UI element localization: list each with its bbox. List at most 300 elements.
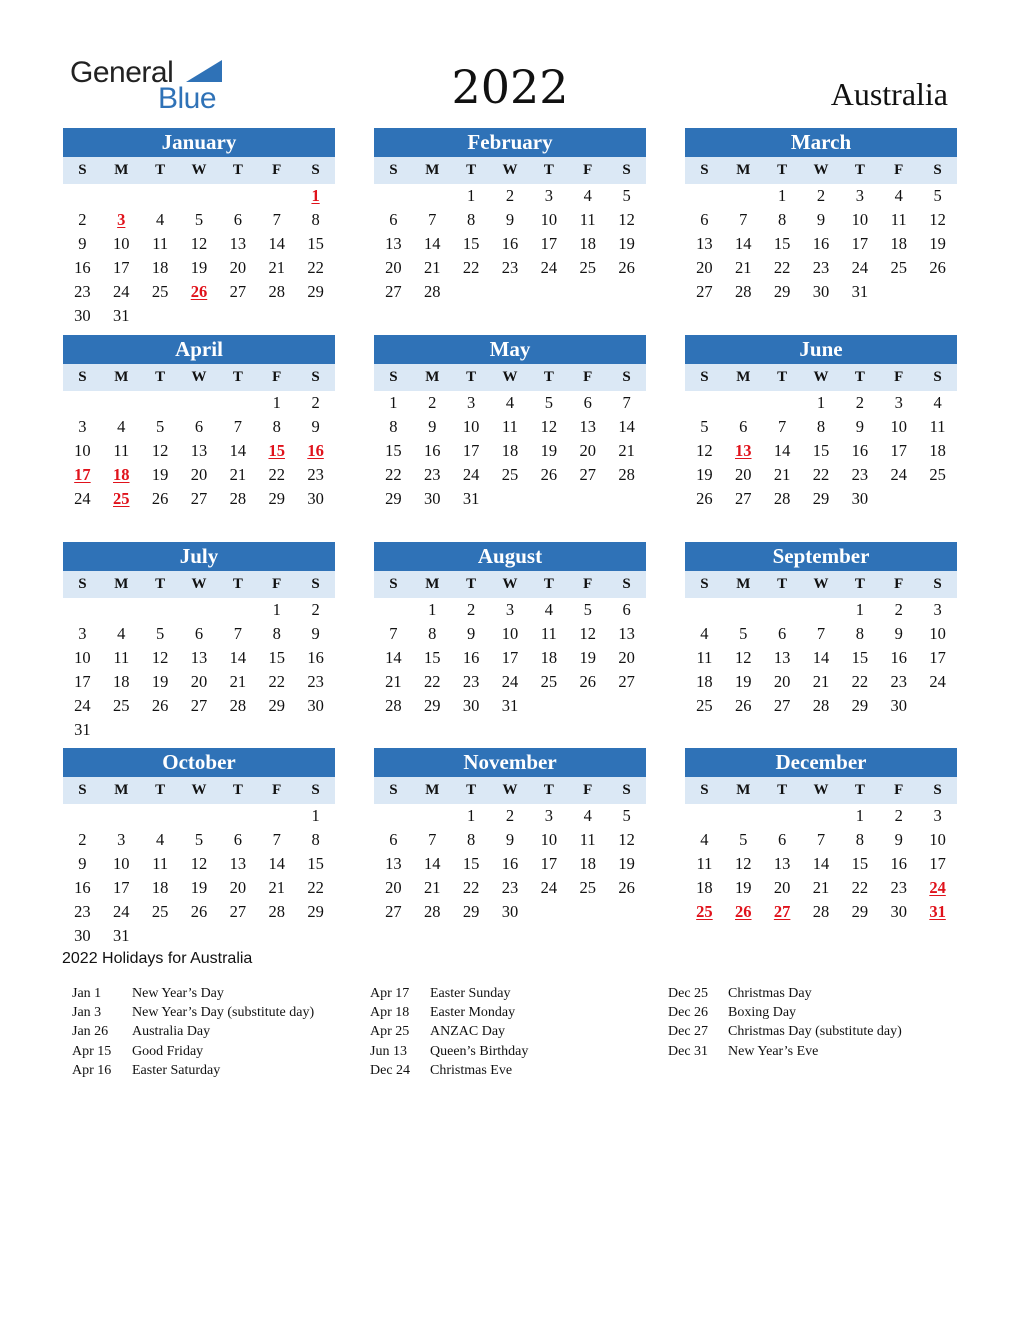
day-cell: 18 bbox=[540, 648, 558, 667]
holiday-row bbox=[370, 1003, 670, 1022]
holiday-date: Apr 25 bbox=[370, 1024, 410, 1040]
holiday-name: Easter Monday bbox=[430, 1005, 516, 1021]
day-cell: 26 bbox=[579, 672, 596, 691]
day-cell: 4 bbox=[894, 186, 903, 205]
day-cell: 30 bbox=[851, 489, 869, 508]
day-cell: 27 bbox=[385, 282, 402, 301]
weekday-label: T bbox=[854, 782, 865, 798]
weekday-label: S bbox=[311, 162, 320, 178]
empty-day-cell bbox=[685, 598, 724, 622]
holiday-date: Jan 26 bbox=[72, 1024, 109, 1040]
day-cell: 28 bbox=[385, 696, 402, 715]
day-cell: 3 bbox=[78, 417, 87, 436]
day-cell: 11 bbox=[890, 210, 907, 229]
empty-day-cell bbox=[141, 184, 180, 208]
day-cell: 3 bbox=[894, 393, 903, 412]
holiday-day-cell: 24 bbox=[929, 878, 946, 897]
day-cell: 5 bbox=[622, 806, 631, 825]
day-cell: 4 bbox=[505, 393, 515, 412]
holiday-name: Easter Sunday bbox=[430, 986, 511, 1001]
weekday-label: F bbox=[583, 369, 593, 385]
month-march bbox=[685, 128, 957, 304]
day-cell: 31 bbox=[74, 720, 91, 739]
day-cell: 7 bbox=[428, 210, 437, 229]
day-cell: 9 bbox=[816, 210, 826, 229]
weekday-label: M bbox=[736, 576, 751, 592]
weekday-label: S bbox=[311, 576, 320, 592]
holiday-day-cell: 25 bbox=[113, 489, 130, 508]
empty-day-cell bbox=[180, 804, 219, 828]
day-cell: 19 bbox=[929, 234, 946, 253]
weekday-label: S bbox=[389, 369, 398, 385]
empty-day-cell bbox=[102, 598, 141, 622]
day-cell: 20 bbox=[190, 672, 208, 691]
calendar-country: Australia bbox=[830, 76, 948, 112]
day-cell: 18 bbox=[696, 878, 713, 897]
calendar-year: 2022 bbox=[451, 60, 569, 114]
holiday-name: Australia Day bbox=[132, 1024, 211, 1040]
empty-day-cell bbox=[180, 391, 219, 415]
empty-day-cell bbox=[257, 184, 296, 208]
weekday-label: F bbox=[894, 369, 904, 385]
empty-day-cell bbox=[257, 804, 296, 828]
day-cell: 8 bbox=[467, 830, 476, 849]
holiday-day-cell: 17 bbox=[74, 465, 91, 484]
day-cell: 18 bbox=[113, 672, 130, 691]
day-cell: 25 bbox=[540, 672, 558, 691]
day-cell: 25 bbox=[113, 696, 130, 715]
day-cell: 19 bbox=[696, 465, 713, 484]
weekday-header-row bbox=[63, 777, 335, 804]
day-cell: 29 bbox=[812, 489, 830, 508]
month-header: January bbox=[63, 128, 335, 157]
holiday-row bbox=[668, 984, 968, 1003]
day-cell: 12 bbox=[579, 624, 596, 643]
month-header: March bbox=[685, 128, 957, 157]
day-cell: 13 bbox=[773, 648, 791, 667]
day-cell: 2 bbox=[894, 806, 903, 825]
empty-day-cell bbox=[63, 598, 102, 622]
day-cell: 22 bbox=[851, 672, 869, 691]
month-header: December bbox=[685, 748, 957, 777]
day-cell: 23 bbox=[74, 902, 91, 921]
day-cell: 11 bbox=[502, 417, 518, 436]
day-cell: 1 bbox=[311, 806, 320, 825]
empty-day-cell bbox=[63, 804, 102, 828]
day-cell: 6 bbox=[194, 417, 204, 436]
holiday-row bbox=[668, 1042, 968, 1061]
holiday-day-cell: 3 bbox=[117, 210, 126, 229]
holiday-row bbox=[72, 1042, 372, 1061]
day-cell: 23 bbox=[812, 258, 830, 277]
day-grid bbox=[374, 598, 646, 718]
day-cell: 21 bbox=[385, 672, 402, 691]
holiday-day-cell: 16 bbox=[307, 441, 324, 460]
day-cell: 11 bbox=[696, 648, 713, 667]
holiday-name: Boxing Day bbox=[728, 1005, 797, 1021]
empty-day-cell bbox=[374, 804, 413, 828]
holiday-row bbox=[370, 984, 670, 1003]
weekday-label: F bbox=[272, 576, 282, 592]
day-cell: 13 bbox=[696, 234, 713, 253]
day-cell: 20 bbox=[190, 465, 208, 484]
empty-day-cell bbox=[102, 804, 141, 828]
day-grid bbox=[685, 184, 957, 304]
holiday-row bbox=[370, 1061, 670, 1080]
month-header: September bbox=[685, 542, 957, 571]
day-cell: 10 bbox=[540, 830, 558, 849]
holiday-day-cell: 31 bbox=[929, 902, 946, 921]
empty-day-cell bbox=[218, 184, 257, 208]
day-cell: 30 bbox=[462, 696, 480, 715]
weekday-label: S bbox=[78, 782, 87, 798]
day-cell: 2 bbox=[311, 600, 320, 619]
weekday-label: F bbox=[272, 369, 282, 385]
weekday-label: M bbox=[114, 162, 129, 178]
holiday-day-cell: 1 bbox=[311, 186, 320, 205]
day-cell: 27 bbox=[385, 902, 402, 921]
day-cell: 6 bbox=[389, 830, 398, 849]
weekday-header-row bbox=[685, 364, 957, 391]
day-cell: 17 bbox=[113, 258, 130, 277]
day-grid bbox=[63, 184, 335, 328]
day-cell: 26 bbox=[190, 902, 208, 921]
day-cell: 19 bbox=[579, 648, 596, 667]
empty-day-cell bbox=[218, 391, 257, 415]
empty-day-cell bbox=[141, 391, 180, 415]
day-cell: 15 bbox=[385, 441, 402, 460]
day-cell: 23 bbox=[307, 465, 324, 484]
weekday-header-row bbox=[374, 157, 646, 184]
day-cell: 31 bbox=[113, 306, 130, 325]
weekday-label: T bbox=[155, 162, 166, 178]
day-cell: 30 bbox=[74, 926, 91, 945]
empty-day-cell bbox=[413, 184, 452, 208]
day-cell: 10 bbox=[929, 830, 946, 849]
month-november bbox=[374, 748, 646, 924]
day-cell: 16 bbox=[501, 854, 519, 873]
day-cell: 29 bbox=[851, 696, 869, 715]
holiday-date: Apr 16 bbox=[72, 1062, 112, 1078]
day-cell: 11 bbox=[113, 648, 130, 667]
day-cell: 12 bbox=[190, 854, 208, 873]
day-cell: 15 bbox=[851, 854, 869, 873]
weekday-label: S bbox=[933, 576, 942, 592]
day-cell: 1 bbox=[428, 600, 437, 619]
day-cell: 29 bbox=[307, 282, 324, 301]
day-cell: 28 bbox=[812, 902, 830, 921]
weekday-header-row bbox=[685, 777, 957, 804]
day-cell: 10 bbox=[540, 210, 558, 229]
day-cell: 20 bbox=[385, 258, 402, 277]
day-cell: 7 bbox=[389, 624, 398, 643]
weekday-label: W bbox=[502, 782, 518, 798]
day-cell: 2 bbox=[855, 393, 864, 412]
holiday-row bbox=[72, 984, 372, 1003]
day-cell: 1 bbox=[855, 600, 864, 619]
day-cell: 4 bbox=[933, 393, 942, 412]
holiday-name: ANZAC Day bbox=[430, 1024, 506, 1040]
weekday-label: W bbox=[813, 369, 829, 385]
day-cell: 10 bbox=[113, 234, 130, 253]
holidays-column bbox=[668, 984, 968, 1061]
day-cell: 23 bbox=[424, 465, 441, 484]
weekday-label: M bbox=[114, 369, 129, 385]
day-grid bbox=[685, 391, 957, 511]
weekday-label: T bbox=[777, 576, 788, 592]
holiday-name: New Year’s Eve bbox=[728, 1043, 819, 1059]
day-cell: 23 bbox=[890, 672, 907, 691]
day-cell: 28 bbox=[812, 696, 830, 715]
day-cell: 28 bbox=[773, 489, 791, 508]
day-cell: 11 bbox=[540, 624, 557, 643]
day-cell: 19 bbox=[735, 672, 752, 691]
holiday-name: New Year’s Day (substitute day) bbox=[132, 1005, 315, 1021]
day-cell: 31 bbox=[851, 282, 869, 301]
generalblue-logo bbox=[70, 56, 230, 115]
day-cell: 23 bbox=[74, 282, 91, 301]
weekday-label: T bbox=[777, 782, 788, 798]
day-cell: 23 bbox=[501, 258, 519, 277]
day-cell: 11 bbox=[152, 854, 169, 873]
day-cell: 27 bbox=[190, 696, 208, 715]
weekday-label: S bbox=[622, 576, 631, 592]
day-cell: 2 bbox=[505, 806, 515, 825]
holiday-row bbox=[72, 1022, 372, 1041]
month-header: October bbox=[63, 748, 335, 777]
day-cell: 10 bbox=[851, 210, 869, 229]
day-cell: 1 bbox=[389, 393, 398, 412]
month-header: April bbox=[63, 335, 335, 364]
day-grid bbox=[63, 598, 335, 742]
day-cell: 27 bbox=[229, 902, 247, 921]
day-cell: 13 bbox=[579, 417, 596, 436]
day-cell: 25 bbox=[579, 878, 596, 897]
day-cell: 29 bbox=[773, 282, 791, 301]
day-cell: 8 bbox=[816, 417, 826, 436]
day-cell: 19 bbox=[151, 672, 169, 691]
day-cell: 21 bbox=[268, 258, 285, 277]
day-cell: 7 bbox=[233, 624, 242, 643]
weekday-label: F bbox=[272, 162, 282, 178]
day-cell: 28 bbox=[229, 696, 247, 715]
day-cell: 9 bbox=[505, 830, 515, 849]
weekday-label: S bbox=[311, 782, 320, 798]
month-april bbox=[63, 335, 335, 511]
day-cell: 2 bbox=[467, 600, 476, 619]
day-cell: 13 bbox=[773, 854, 791, 873]
weekday-label: S bbox=[700, 576, 709, 592]
day-cell: 26 bbox=[618, 258, 635, 277]
logo-text-blue: Blue bbox=[158, 82, 217, 115]
empty-day-cell bbox=[218, 598, 257, 622]
day-cell: 3 bbox=[933, 806, 942, 825]
day-cell: 22 bbox=[307, 258, 324, 277]
day-cell: 3 bbox=[855, 186, 864, 205]
day-cell: 2 bbox=[78, 830, 87, 849]
day-cell: 8 bbox=[272, 624, 281, 643]
day-cell: 22 bbox=[462, 258, 480, 277]
day-cell: 4 bbox=[583, 186, 592, 205]
empty-day-cell bbox=[141, 598, 180, 622]
day-cell: 14 bbox=[735, 234, 752, 253]
empty-day-cell bbox=[141, 804, 180, 828]
holiday-date: Dec 24 bbox=[370, 1062, 411, 1078]
holiday-date: Jan 3 bbox=[72, 1005, 102, 1021]
day-cell: 22 bbox=[385, 465, 402, 484]
day-cell: 27 bbox=[229, 282, 247, 301]
day-cell: 13 bbox=[385, 234, 402, 253]
day-cell: 7 bbox=[272, 210, 281, 229]
day-cell: 19 bbox=[190, 258, 208, 277]
day-cell: 12 bbox=[929, 210, 946, 229]
holiday-date: Dec 27 bbox=[668, 1024, 709, 1040]
day-cell: 17 bbox=[540, 234, 558, 253]
day-cell: 26 bbox=[151, 489, 169, 508]
day-cell: 1 bbox=[816, 393, 826, 412]
day-cell: 5 bbox=[544, 393, 553, 412]
day-cell: 8 bbox=[855, 830, 864, 849]
holiday-name: New Year’s Day bbox=[132, 986, 224, 1001]
empty-day-cell bbox=[802, 598, 841, 622]
day-cell: 7 bbox=[428, 830, 437, 849]
holidays-title: 2022 Holidays for Australia bbox=[62, 950, 253, 967]
day-cell: 26 bbox=[151, 696, 169, 715]
day-cell: 10 bbox=[890, 417, 907, 436]
day-cell: 6 bbox=[700, 210, 709, 229]
weekday-label: T bbox=[232, 782, 243, 798]
weekday-label: T bbox=[466, 782, 477, 798]
month-june bbox=[685, 335, 957, 511]
day-cell: 8 bbox=[389, 417, 398, 436]
day-cell: 15 bbox=[773, 234, 791, 253]
day-cell: 6 bbox=[739, 417, 748, 436]
day-cell: 15 bbox=[268, 648, 285, 667]
day-cell: 29 bbox=[307, 902, 324, 921]
day-cell: 12 bbox=[618, 830, 635, 849]
day-cell: 19 bbox=[618, 854, 635, 873]
weekday-label: T bbox=[543, 782, 554, 798]
weekday-label: W bbox=[502, 576, 518, 592]
day-cell: 16 bbox=[851, 441, 869, 460]
day-cell: 26 bbox=[696, 489, 713, 508]
day-cell: 24 bbox=[462, 465, 480, 484]
day-cell: 19 bbox=[735, 878, 752, 897]
day-cell: 10 bbox=[74, 441, 91, 460]
weekday-label: S bbox=[933, 782, 942, 798]
weekday-label: T bbox=[854, 369, 865, 385]
day-cell: 26 bbox=[618, 878, 635, 897]
day-cell: 12 bbox=[696, 441, 713, 460]
weekday-label: M bbox=[114, 576, 129, 592]
day-cell: 9 bbox=[428, 417, 437, 436]
holiday-row bbox=[370, 1042, 670, 1061]
day-cell: 13 bbox=[190, 441, 208, 460]
holiday-name: Easter Saturday bbox=[132, 1062, 221, 1078]
day-cell: 14 bbox=[773, 441, 791, 460]
day-cell: 12 bbox=[735, 648, 752, 667]
day-cell: 5 bbox=[156, 417, 165, 436]
day-cell: 22 bbox=[268, 672, 285, 691]
day-cell: 21 bbox=[424, 878, 441, 897]
day-cell: 30 bbox=[307, 696, 324, 715]
weekday-label: M bbox=[736, 782, 751, 798]
day-cell: 3 bbox=[78, 624, 87, 643]
day-cell: 6 bbox=[194, 624, 204, 643]
day-cell: 18 bbox=[929, 441, 946, 460]
day-cell: 1 bbox=[778, 186, 787, 205]
weekday-label: S bbox=[389, 576, 398, 592]
day-cell: 24 bbox=[890, 465, 907, 484]
day-cell: 20 bbox=[229, 258, 247, 277]
day-cell: 9 bbox=[467, 624, 476, 643]
day-cell: 24 bbox=[851, 258, 869, 277]
day-cell: 24 bbox=[501, 672, 519, 691]
day-cell: 27 bbox=[579, 465, 596, 484]
weekday-label: W bbox=[813, 782, 829, 798]
weekday-label: S bbox=[622, 369, 631, 385]
day-cell: 3 bbox=[544, 186, 553, 205]
month-header: June bbox=[685, 335, 957, 364]
empty-day-cell bbox=[180, 184, 219, 208]
day-cell: 14 bbox=[385, 648, 402, 667]
weekday-label: F bbox=[894, 576, 904, 592]
day-cell: 25 bbox=[501, 465, 519, 484]
day-cell: 9 bbox=[855, 417, 864, 436]
day-cell: 31 bbox=[501, 696, 519, 715]
day-cell: 23 bbox=[501, 878, 519, 897]
day-cell: 18 bbox=[696, 672, 713, 691]
day-cell: 14 bbox=[229, 648, 247, 667]
day-cell: 4 bbox=[156, 210, 165, 229]
day-cell: 2 bbox=[311, 393, 320, 412]
day-cell: 21 bbox=[229, 672, 247, 691]
day-cell: 25 bbox=[579, 258, 596, 277]
day-grid bbox=[685, 804, 957, 924]
day-cell: 13 bbox=[229, 854, 247, 873]
day-cell: 24 bbox=[540, 258, 558, 277]
day-cell: 29 bbox=[385, 489, 402, 508]
day-cell: 7 bbox=[739, 210, 748, 229]
day-cell: 1 bbox=[467, 186, 476, 205]
day-cell: 25 bbox=[929, 465, 946, 484]
day-cell: 27 bbox=[190, 489, 208, 508]
day-cell: 22 bbox=[424, 672, 441, 691]
weekday-label: M bbox=[425, 576, 440, 592]
day-cell: 21 bbox=[424, 258, 441, 277]
day-cell: 17 bbox=[540, 854, 558, 873]
day-cell: 7 bbox=[233, 417, 242, 436]
day-cell: 30 bbox=[812, 282, 830, 301]
holiday-date: Jan 1 bbox=[72, 986, 102, 1001]
day-grid bbox=[63, 391, 335, 511]
day-cell: 12 bbox=[540, 417, 558, 436]
day-cell: 24 bbox=[74, 696, 91, 715]
day-cell: 16 bbox=[890, 854, 907, 873]
day-cell: 1 bbox=[272, 600, 281, 619]
holidays-column bbox=[72, 984, 372, 1080]
day-cell: 20 bbox=[618, 648, 635, 667]
day-cell: 17 bbox=[501, 648, 519, 667]
weekday-label: F bbox=[272, 782, 282, 798]
day-cell: 13 bbox=[618, 624, 635, 643]
day-cell: 9 bbox=[78, 234, 87, 253]
day-cell: 29 bbox=[851, 902, 869, 921]
day-cell: 8 bbox=[778, 210, 787, 229]
holiday-day-cell: 26 bbox=[735, 902, 752, 921]
day-cell: 22 bbox=[812, 465, 830, 484]
day-cell: 1 bbox=[467, 806, 476, 825]
